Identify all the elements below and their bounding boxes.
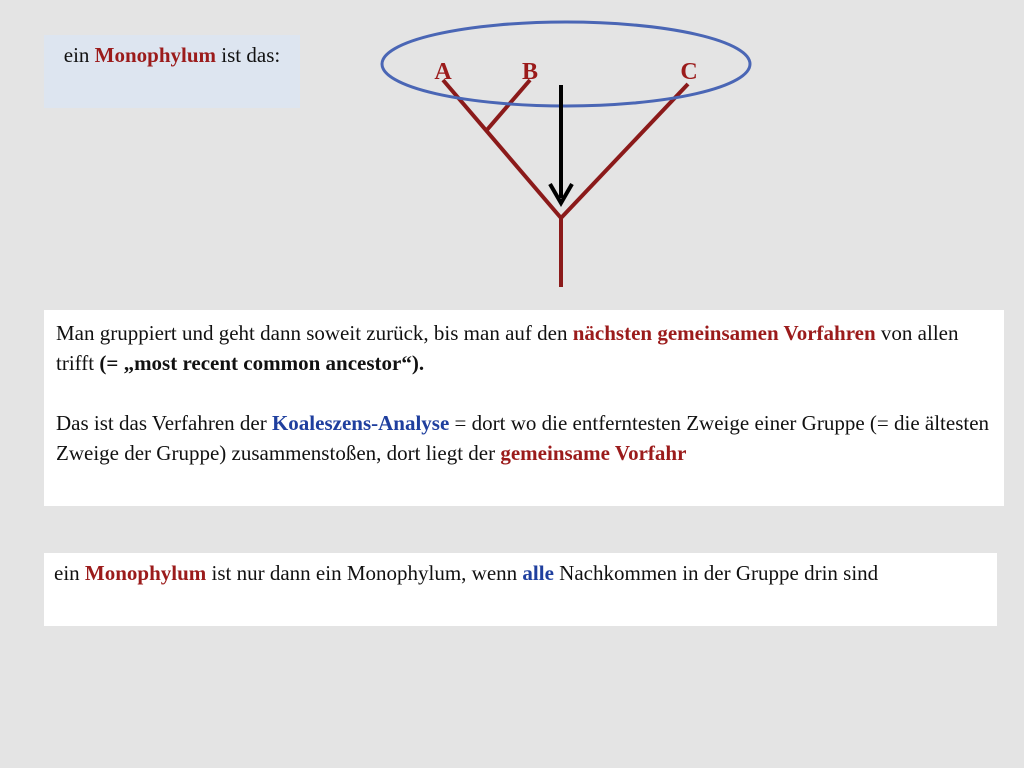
taxon-label-c: C (680, 59, 698, 85)
explanation-paragraph-2 (56, 408, 994, 468)
title-post: ist das: (216, 43, 281, 67)
explanation-box (44, 310, 1004, 506)
highlight-common-ancestor: gemeinsame Vorfahr (500, 441, 687, 465)
explanation-text: = dort wo die entferntesten Zweige einer Gruppe (= die ältesten Zweige der Gruppe) zusammenstoßen, dort liegt der (56, 411, 990, 465)
highlight-monophylum: Monophylum (84, 561, 207, 585)
highlight-alle: alle (522, 561, 554, 585)
rule-text: ein (54, 561, 85, 585)
rule-text: ist nur dann ein Monophylum, wenn (206, 561, 523, 585)
explanation-text: Das ist das Verfahren der (56, 411, 272, 435)
taxon-label-a: A (434, 59, 452, 85)
rule-text: Nachkommen in der Gruppe drin sind (553, 561, 879, 585)
highlight-coalescence: Koaleszens-Analyse (271, 411, 450, 435)
rule-box (44, 553, 997, 626)
mrca-note: (= „most recent common ancestor“). (99, 351, 425, 375)
taxon-label-b: B (521, 59, 539, 85)
explanation-text: Man gruppiert und geht dann soweit zurück, bis man auf den (56, 321, 573, 345)
branch-a (443, 80, 561, 218)
explanation-paragraph-1 (56, 318, 994, 378)
title-term: Monophylum (94, 43, 217, 67)
title-pre: ein (63, 43, 95, 67)
explanation-text: von allen trifft (56, 321, 959, 375)
highlight-mrca: nächsten gemeinsamen Vorfahren (572, 321, 876, 345)
